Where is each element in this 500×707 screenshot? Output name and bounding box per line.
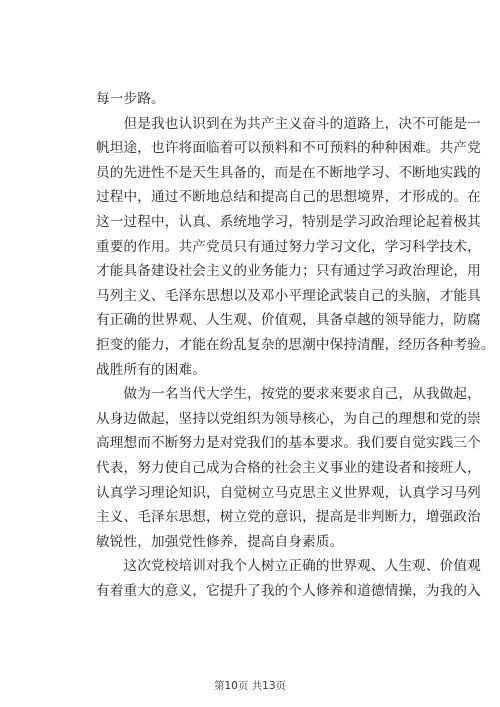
- text-line: 每一步路。: [96, 91, 165, 107]
- text-line: 帆坦途，也许将面临着可以预料和不可预料的种种困难。共产党: [96, 140, 481, 157]
- text-line: 这次党校培训对我个人树立正确的世界观、人生观、价值观: [96, 558, 481, 575]
- page-number-footer: 第10页 共13页: [213, 680, 287, 692]
- text-line: 有着重大的意义，它提升了我的个人修养和道德情操，为我的入: [96, 583, 481, 599]
- text-line: 马列主义、毛泽东思想以及邓小平理论武装自己的头脑，才能具: [96, 287, 481, 304]
- text-line: 重要的作用。共产党员只有通过努力学习文化，学习科学技术，: [96, 238, 481, 255]
- text-line: 有正确的世界观、人生观、价值观，具备卓越的领导能力，防腐: [96, 312, 481, 329]
- text-line: 拒变的能力，才能在纷乱复杂的思潮中保持清醒，经历各种考验。: [96, 337, 495, 353]
- text-line: 高理想而不断努力是对党我们的基本要求。我们要自觉实践三个: [96, 435, 481, 452]
- text-line: 从身边做起，坚持以党组织为领导核心，为自己的理想和党的崇: [96, 410, 481, 427]
- text-line: 这一过程中，认真、系统地学习，特别是学习政治理论起着极其: [96, 214, 481, 230]
- text-line: 认真学习理论知识，自觉树立马克思主义世界观，认真学习马列: [96, 484, 481, 501]
- text-line: 敏锐性，加强党性修养，提高自身素质。: [96, 533, 344, 550]
- text-line: 员的先进性不是天生具备的，而是在不断地学习、不断地实践的: [96, 164, 481, 181]
- text-line: 过程中，通过不断地总结和提高自己的思想境界，才形成的。在: [96, 189, 481, 206]
- text-line: 做为一名当代大学生，按党的要求来要求自己，从我做起，: [96, 386, 481, 403]
- text-line: 战胜所有的困难。: [96, 361, 206, 378]
- text-line: 但是我也认识到在为共产主义奋斗的道路上，决不可能是一: [96, 115, 481, 132]
- text-line: 代表，努力使自己成为合格的社会主义事业的建设者和接班人，: [96, 460, 481, 476]
- text-line: 主义、毛泽东思想，树立党的意识，提高是非判断力，增强政治: [96, 509, 481, 526]
- text-line: 才能具备建设社会主义的业务能力；只有通过学习政治理论，用: [96, 263, 481, 280]
